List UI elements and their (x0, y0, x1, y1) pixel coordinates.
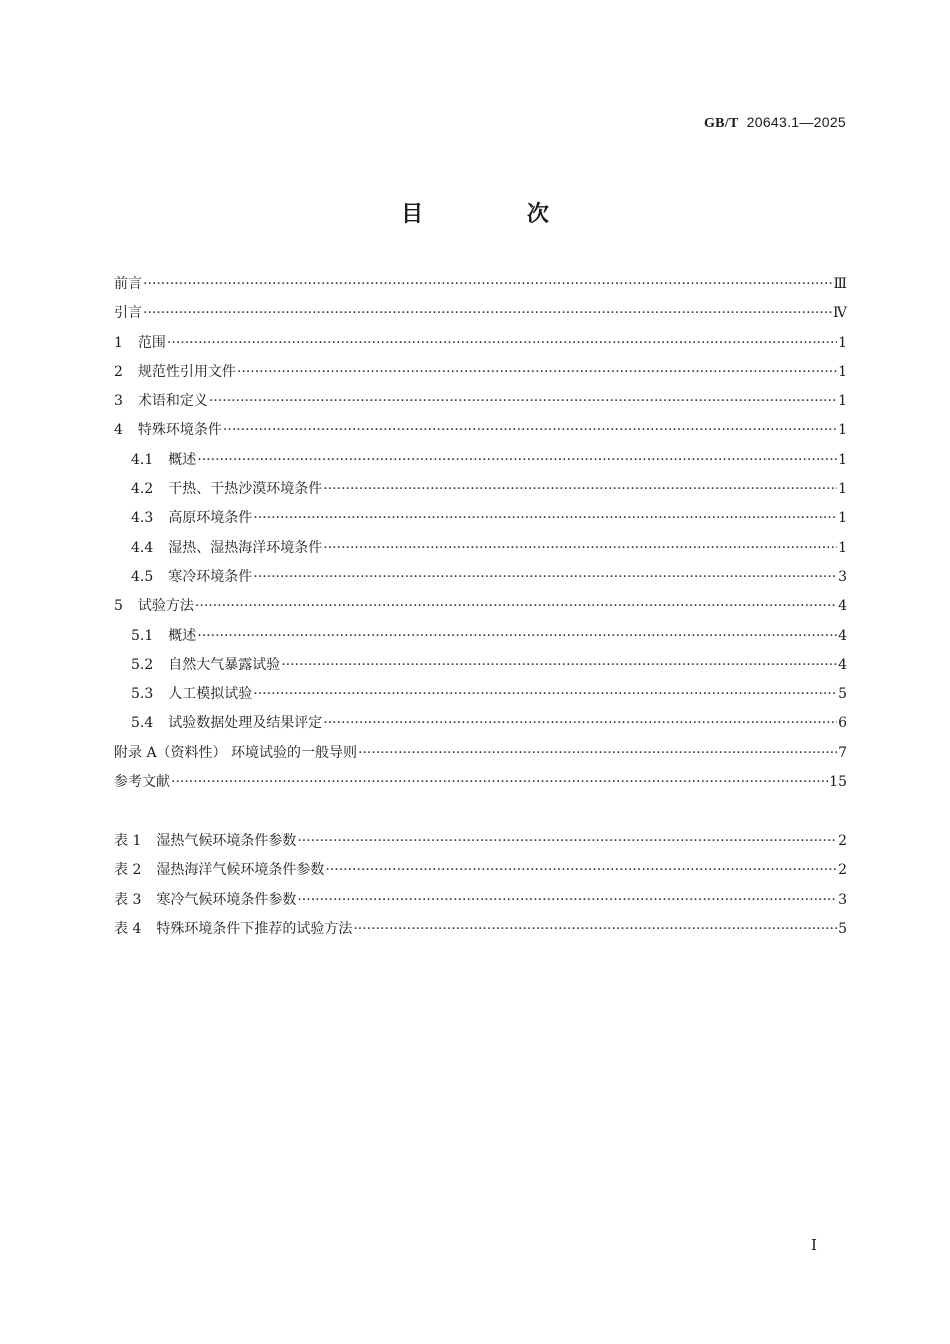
table-list-entry[interactable] (114, 856, 847, 885)
toc-entry[interactable] (114, 563, 847, 592)
table-list-entry[interactable] (114, 886, 847, 915)
dot-leader (253, 680, 837, 709)
entry-number: 表 3 (114, 891, 142, 908)
toc-entry[interactable] (114, 622, 847, 651)
entry-page-number: 1 (838, 510, 847, 527)
dot-leader (323, 709, 837, 738)
entry-label: 湿热海洋气候环境条件参数 (156, 862, 325, 879)
entry-label: 试验数据处理及结果评定 (168, 715, 323, 732)
toc-entry[interactable] (114, 739, 847, 768)
dot-leader (323, 534, 837, 563)
entry-label: 范围 (137, 334, 166, 351)
dot-leader (143, 299, 832, 328)
entry-page-number: 4 (838, 598, 847, 615)
entry-page-number: 2 (838, 833, 847, 849)
entry-number: 4.5 (131, 568, 154, 585)
toc-entry[interactable] (114, 329, 847, 358)
standard-prefix: GB/T (703, 116, 739, 131)
dot-leader (197, 446, 837, 475)
toc-entry[interactable] (114, 651, 847, 680)
toc-entry[interactable] (114, 299, 847, 328)
entry-number: 表 2 (114, 862, 142, 879)
dot-leader (297, 886, 837, 915)
entry-number: 5 (114, 598, 123, 615)
standard-number (704, 114, 846, 132)
toc-entry[interactable] (114, 504, 847, 533)
entry-page-number: 3 (838, 568, 847, 585)
entry-page-number: 2 (838, 862, 847, 879)
dot-leader (325, 856, 837, 885)
toc-entry[interactable] (114, 768, 847, 797)
entry-page-number: 5 (838, 920, 847, 937)
entry-page-number: 1 (838, 334, 847, 351)
entry-label: 试验方法 (137, 598, 194, 615)
entry-label: 高原环境条件 (168, 510, 253, 527)
entry-label: 概述 (168, 627, 197, 644)
entry-label: 特殊环境条件下推荐的试验方法 (156, 920, 353, 937)
entry-page-number: 15 (829, 774, 847, 791)
list-of-tables (114, 827, 847, 944)
page-title: 目 次 (401, 202, 597, 227)
entry-label: 寒冷气候环境条件参数 (156, 891, 297, 908)
entry-label: 规范性引用文件 (137, 363, 236, 380)
entry-label: 引言 (114, 305, 142, 322)
entry-page-number: 1 (838, 393, 847, 410)
toc-entry[interactable] (114, 358, 847, 387)
dot-leader (297, 827, 837, 856)
entry-page-number: Ⅳ (833, 305, 847, 322)
entry-number: 5.2 (131, 656, 154, 673)
entry-page-number: 4 (838, 656, 847, 673)
entry-number: 4 (114, 422, 123, 439)
entry-number: 5.1 (131, 627, 154, 644)
entry-label: 前言 (114, 276, 142, 292)
entry-page-number: 1 (838, 422, 847, 439)
toc-entry[interactable] (114, 709, 847, 738)
entry-label: 附录 A（资料性） 环境试验的一般导则 (114, 744, 358, 761)
entry-page-number: 1 (838, 363, 847, 380)
table-list-entry[interactable] (114, 915, 847, 944)
entry-page-number: 1 (838, 481, 847, 498)
entry-number: 1 (114, 334, 123, 351)
toc-entry[interactable] (114, 270, 847, 299)
entry-label: 湿热气候环境条件参数 (156, 833, 297, 849)
entry-page-number: 6 (838, 715, 847, 732)
dot-leader (353, 915, 837, 944)
entry-number: 4.3 (131, 510, 154, 527)
entry-number: 4.4 (131, 539, 154, 556)
entry-number: 表 4 (114, 920, 142, 937)
dot-leader (237, 358, 837, 387)
entry-page-number: 5 (838, 686, 847, 703)
entry-page-number: 4 (838, 627, 847, 644)
entry-label: 自然大气暴露试验 (168, 656, 281, 673)
dot-leader (253, 563, 837, 592)
dot-leader (323, 475, 837, 504)
entry-page-number: 1 (838, 539, 847, 556)
entry-number: 表 1 (114, 833, 142, 849)
entry-number: 5.3 (131, 686, 154, 703)
toc-entry[interactable] (114, 592, 847, 621)
toc-entry[interactable] (114, 387, 847, 416)
toc-entry[interactable] (114, 416, 847, 445)
dot-leader (167, 329, 837, 358)
dot-leader (197, 622, 837, 651)
entry-number: 2 (114, 363, 123, 380)
standard-code: 20643.1—2025 (746, 114, 846, 130)
entry-label: 干热、干热沙漠环境条件 (168, 481, 323, 498)
entry-label: 寒冷环境条件 (168, 568, 253, 585)
dot-leader (195, 592, 837, 621)
toc-entry[interactable] (114, 534, 847, 563)
entry-number: 3 (114, 393, 123, 410)
entry-label: 特殊环境条件 (137, 422, 222, 439)
entry-label: 湿热、湿热海洋环境条件 (168, 539, 323, 556)
entry-number: 4.2 (131, 481, 154, 498)
dot-leader (358, 739, 837, 768)
entry-number: 5.4 (131, 715, 154, 732)
dot-leader (171, 768, 828, 797)
entry-page-number: Ⅲ (833, 276, 847, 292)
toc-entry[interactable] (114, 446, 847, 475)
entry-label: 术语和定义 (137, 393, 208, 410)
page-number: I (811, 1236, 817, 1254)
entry-label: 人工模拟试验 (168, 686, 253, 703)
table-list-entry[interactable] (114, 827, 847, 856)
dot-leader (223, 416, 837, 445)
toc-entry[interactable] (114, 475, 847, 504)
toc-entry[interactable] (114, 680, 847, 709)
entry-label: 概述 (168, 451, 197, 468)
entry-label: 参考文献 (114, 774, 170, 791)
dot-leader (253, 504, 837, 533)
entry-page-number: 1 (838, 451, 847, 468)
table-of-contents (114, 270, 847, 797)
entry-page-number: 7 (838, 744, 847, 761)
dot-leader (143, 270, 832, 299)
entry-page-number: 3 (838, 891, 847, 908)
dot-leader (281, 651, 837, 680)
entry-number: 4.1 (131, 451, 154, 468)
dot-leader (209, 387, 837, 416)
